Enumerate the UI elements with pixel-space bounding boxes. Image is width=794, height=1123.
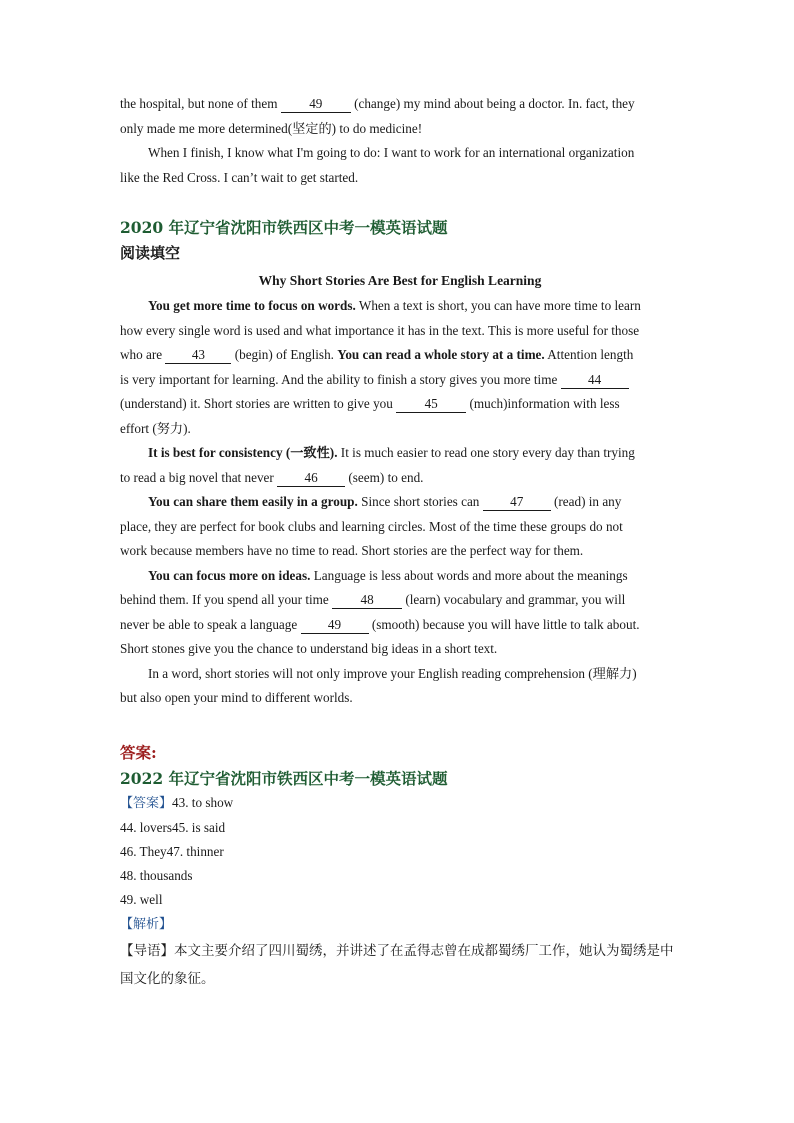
p1-line-3: who are 43 (begin) of English. You can read a whole story at a time. Attention length <box>120 347 634 362</box>
guide-text: 【导语】本文主要介绍了四川蜀绣，并讲述了在孟得志曾在成都蜀绣厂工作，她认为蜀绣是中国文化的象征。 <box>120 942 674 987</box>
p1-line-1: You get more time to focus on words. When a text is short, you can have more time to learn <box>148 298 641 313</box>
intro-line-1: the hospital, but none of them 49 (change) my mind about being a doctor. In. fact, they <box>120 96 635 111</box>
answer-tag: 【答案】 <box>120 795 173 811</box>
p2-line-1: It is best for consistency (一致性). It is much easier to read one story every day than trying <box>148 445 635 460</box>
p2-line-2: to read a big novel that never 46 (seem) to end. <box>120 469 424 485</box>
answer-line-4: 48. thousands <box>120 867 193 883</box>
intro-line-4: like the Red Cross. I can’t wait to get started. <box>120 169 359 185</box>
answer-line-5: 49. well <box>120 891 163 907</box>
answers-title: 2022 年辽宁省沈阳市铁西区中考一模英语试题 <box>120 768 448 788</box>
p3-line-1: You can share them easily in a group. Since short stories can 47 (read) in any <box>148 494 622 509</box>
blank-43[interactable]: 43 <box>165 347 231 364</box>
p1-line-4: is very important for learning. And the ability to finish a story gives you more time 44 <box>120 368 680 393</box>
p4-line-4: Short stones give you the chance to understand big ideas in a short text. <box>120 641 498 656</box>
document-page <box>120 92 680 993</box>
analysis-tag: 【解析】 <box>120 916 173 932</box>
p5-line-1: In a word, short stories will not only improve your English reading comprehension (理解力) <box>148 665 637 681</box>
blank-45[interactable]: 45 <box>396 396 466 413</box>
answer-line-1: 【答案】43. to show <box>120 794 234 811</box>
blank-49[interactable]: 49 <box>301 617 369 634</box>
blank-47[interactable]: 47 <box>483 494 551 511</box>
p3-line-2: place, they are perfect for book clubs and learning circles. Most of the time these groups do not <box>120 518 623 534</box>
p4-line-2: behind them. If you spend all your time 48 (learn) vocabulary and grammar, you will <box>120 592 626 607</box>
blank-44[interactable]: 44 <box>561 372 629 389</box>
p3-line-3: work because members have no time to read. Short stories are the perfect way for them. <box>120 543 584 558</box>
passage-title: Why Short Stories Are Best for English Learning <box>258 273 542 288</box>
answers-heading: 答案: <box>120 742 157 762</box>
blank-46[interactable]: 46 <box>277 470 345 487</box>
p4-line-1: You can focus more on ideas. Language is less about words and more about the meanings <box>148 567 628 583</box>
p1-line-5: (understand) it. Short stories are written to give you 45 (much)information with less <box>120 396 620 411</box>
section-subtitle: 阅读填空 <box>120 244 181 262</box>
p1-line-2: how every single word is used and what importance it has in the text. This is more useful for those <box>120 322 640 338</box>
answer-line-2: 44. lovers45. is said <box>120 819 226 835</box>
p4-line-3: never be able to speak a language 49 (smooth) because you will have little to talk about. <box>120 616 640 632</box>
blank-49-intro[interactable]: 49 <box>281 96 351 113</box>
analysis-tag-line <box>120 912 680 937</box>
intro-line-2: only made me more determined(坚定的) to do medicine! <box>120 120 423 136</box>
answer-line-3: 46. They47. thinner <box>120 843 224 859</box>
section-title: 2020 年辽宁省沈阳市铁西区中考一模英语试题 <box>120 218 448 237</box>
blank-48[interactable]: 48 <box>332 592 402 609</box>
p1-line-6: effort (努力). <box>120 420 191 436</box>
intro-line-3: When I finish, I know what I'm going to do: I want to work for an international organization <box>148 145 635 160</box>
p5-line-2: but also open your mind to different worlds. <box>120 690 353 705</box>
